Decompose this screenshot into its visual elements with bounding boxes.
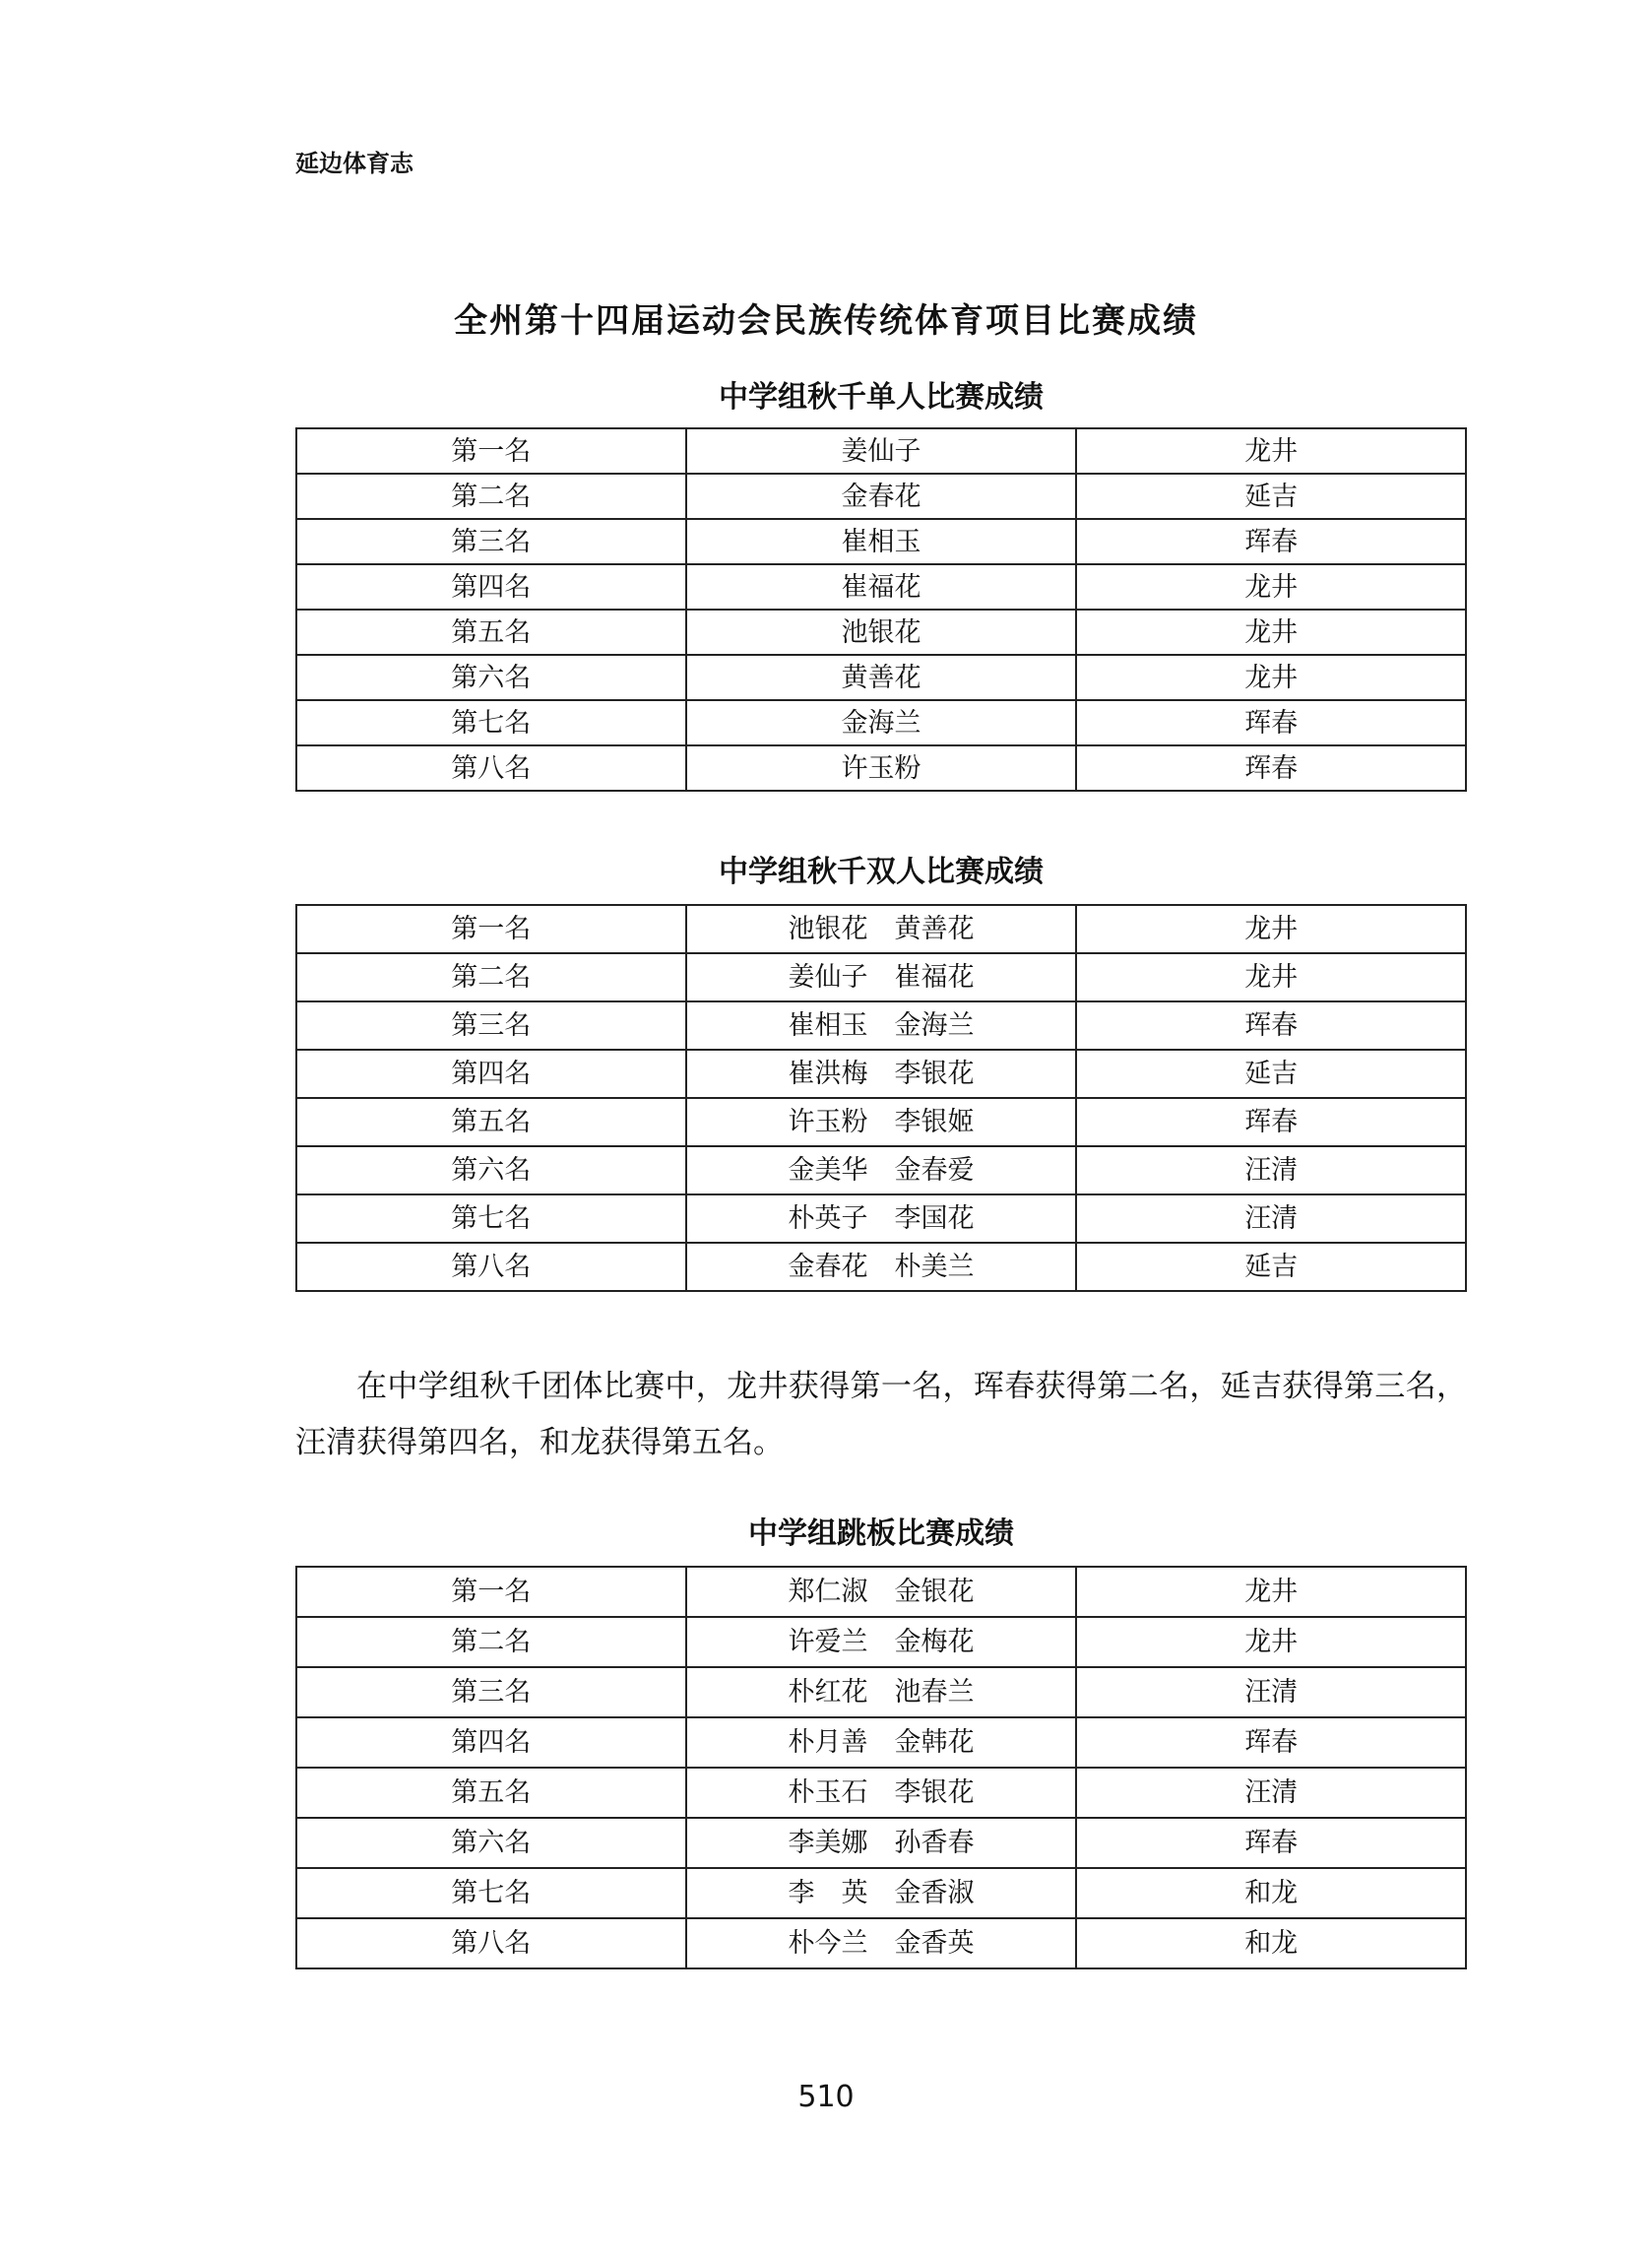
- team-cell: 龙井: [1076, 655, 1466, 700]
- names-cell: 崔洪梅 李银花: [686, 1050, 1077, 1098]
- team-cell: 珲春: [1076, 1098, 1466, 1146]
- team-cell: 龙井: [1076, 1617, 1466, 1667]
- rank-cell: 第二名: [296, 953, 686, 1001]
- names-cell: 黄善花: [686, 655, 1077, 700]
- rank-cell: 第三名: [296, 1667, 686, 1717]
- names-cell: 姜仙子: [686, 428, 1077, 474]
- rank-cell: 第七名: [296, 700, 686, 745]
- names-cell: 许爱兰 金梅花: [686, 1617, 1077, 1667]
- table-row: [296, 1001, 1466, 1050]
- rank-cell: 第一名: [296, 905, 686, 953]
- table-row: [296, 610, 1466, 655]
- table-row: [296, 1567, 1466, 1617]
- table-row: [296, 953, 1466, 1001]
- names-cell: 朴今兰 金香英: [686, 1918, 1077, 1968]
- table-row: [296, 655, 1466, 700]
- names-cell: 崔相玉 金海兰: [686, 1001, 1077, 1050]
- table-row: [296, 1617, 1466, 1667]
- team-cell: 延吉: [1076, 474, 1466, 519]
- team-cell: 龙井: [1076, 610, 1466, 655]
- names-cell: 崔相玉: [686, 519, 1077, 564]
- team-cell: 汪清: [1076, 1768, 1466, 1818]
- names-cell: 朴红花 池春兰: [686, 1667, 1077, 1717]
- rank-cell: 第五名: [296, 1098, 686, 1146]
- names-cell: 金春花: [686, 474, 1077, 519]
- names-cell: 朴玉石 李银花: [686, 1768, 1077, 1818]
- team-cell: 龙井: [1076, 953, 1466, 1001]
- rank-cell: 第四名: [296, 564, 686, 610]
- rank-cell: 第六名: [296, 1146, 686, 1194]
- table-row: [296, 1868, 1466, 1918]
- names-cell: 金海兰: [686, 700, 1077, 745]
- table-row: [296, 564, 1466, 610]
- rank-cell: 第二名: [296, 1617, 686, 1667]
- team-cell: 和龙: [1076, 1868, 1466, 1918]
- table-row: [296, 905, 1466, 953]
- rank-cell: 第七名: [296, 1868, 686, 1918]
- names-cell: 朴月善 金韩花: [686, 1717, 1077, 1768]
- names-cell: 池银花 黄善花: [686, 905, 1077, 953]
- team-cell: 和龙: [1076, 1918, 1466, 1968]
- names-cell: 姜仙子 崔福花: [686, 953, 1077, 1001]
- team-cell: 珲春: [1076, 745, 1466, 791]
- team-cell: 龙井: [1076, 564, 1466, 610]
- section-title-seesaw: 中学组跳板比赛成绩: [748, 1516, 1014, 1551]
- names-cell: 金美华 金春爱: [686, 1146, 1077, 1194]
- table-row: [296, 1717, 1466, 1768]
- names-cell: 崔福花: [686, 564, 1077, 610]
- team-cell: 龙井: [1076, 905, 1466, 953]
- team-cell: 龙井: [1076, 428, 1466, 474]
- rank-cell: 第三名: [296, 519, 686, 564]
- names-cell: 李 英 金香淑: [686, 1868, 1077, 1918]
- table-row: [296, 1050, 1466, 1098]
- names-cell: 朴英子 李国花: [686, 1194, 1077, 1243]
- table-row: [296, 1667, 1466, 1717]
- rank-cell: 第三名: [296, 1001, 686, 1050]
- running-head: 延边体育志: [295, 150, 413, 177]
- team-cell: 龙井: [1076, 1567, 1466, 1617]
- team-cell: 珲春: [1076, 1717, 1466, 1768]
- team-cell: 汪清: [1076, 1194, 1466, 1243]
- table-row: [296, 474, 1466, 519]
- page-title: 全州第十四届运动会民族传统体育项目比赛成绩: [454, 301, 1198, 341]
- table-row: [296, 428, 1466, 474]
- names-cell: 郑仁淑 金银花: [686, 1567, 1077, 1617]
- table-seesaw: [295, 1566, 1467, 1969]
- names-cell: 许玉粉 李银姬: [686, 1098, 1077, 1146]
- table-swing-double: [295, 904, 1467, 1292]
- section-title-swing-single: 中学组秋千单人比赛成绩: [719, 380, 1044, 415]
- table-row: [296, 519, 1466, 564]
- rank-cell: 第五名: [296, 610, 686, 655]
- table-row: [296, 745, 1466, 791]
- names-cell: 金春花 朴美兰: [686, 1243, 1077, 1291]
- team-results-paragraph: 在中学组秋千团体比赛中，龙井获得第一名，珲春获得第二名，延吉获得第三名，汪清获得第四名，和龙获得第五名。: [295, 1369, 1467, 1460]
- rank-cell: 第八名: [296, 745, 686, 791]
- rank-cell: 第四名: [296, 1050, 686, 1098]
- rank-cell: 第七名: [296, 1194, 686, 1243]
- team-cell: 珲春: [1076, 519, 1466, 564]
- team-cell: 汪清: [1076, 1146, 1466, 1194]
- team-cell: 延吉: [1076, 1050, 1466, 1098]
- rank-cell: 第一名: [296, 428, 686, 474]
- names-cell: 池银花: [686, 610, 1077, 655]
- rank-cell: 第八名: [296, 1918, 686, 1968]
- team-cell: 汪清: [1076, 1667, 1466, 1717]
- table-row: [296, 1194, 1466, 1243]
- table-row: [296, 1918, 1466, 1968]
- table-row: [296, 1768, 1466, 1818]
- table-swing-single: [295, 427, 1467, 792]
- table-row: [296, 700, 1466, 745]
- table-row: [296, 1243, 1466, 1291]
- team-cell: 延吉: [1076, 1243, 1466, 1291]
- rank-cell: 第五名: [296, 1768, 686, 1818]
- page-number: 510: [797, 2080, 855, 2114]
- section-title-swing-double: 中学组秋千双人比赛成绩: [719, 855, 1044, 889]
- table-row: [296, 1146, 1466, 1194]
- names-cell: 许玉粉: [686, 745, 1077, 791]
- team-cell: 珲春: [1076, 1818, 1466, 1868]
- rank-cell: 第六名: [296, 655, 686, 700]
- rank-cell: 第一名: [296, 1567, 686, 1617]
- team-cell: 珲春: [1076, 700, 1466, 745]
- rank-cell: 第二名: [296, 474, 686, 519]
- rank-cell: 第八名: [296, 1243, 686, 1291]
- team-cell: 珲春: [1076, 1001, 1466, 1050]
- table-row: [296, 1098, 1466, 1146]
- table-row: [296, 1818, 1466, 1868]
- rank-cell: 第四名: [296, 1717, 686, 1768]
- names-cell: 李美娜 孙香春: [686, 1818, 1077, 1868]
- rank-cell: 第六名: [296, 1818, 686, 1868]
